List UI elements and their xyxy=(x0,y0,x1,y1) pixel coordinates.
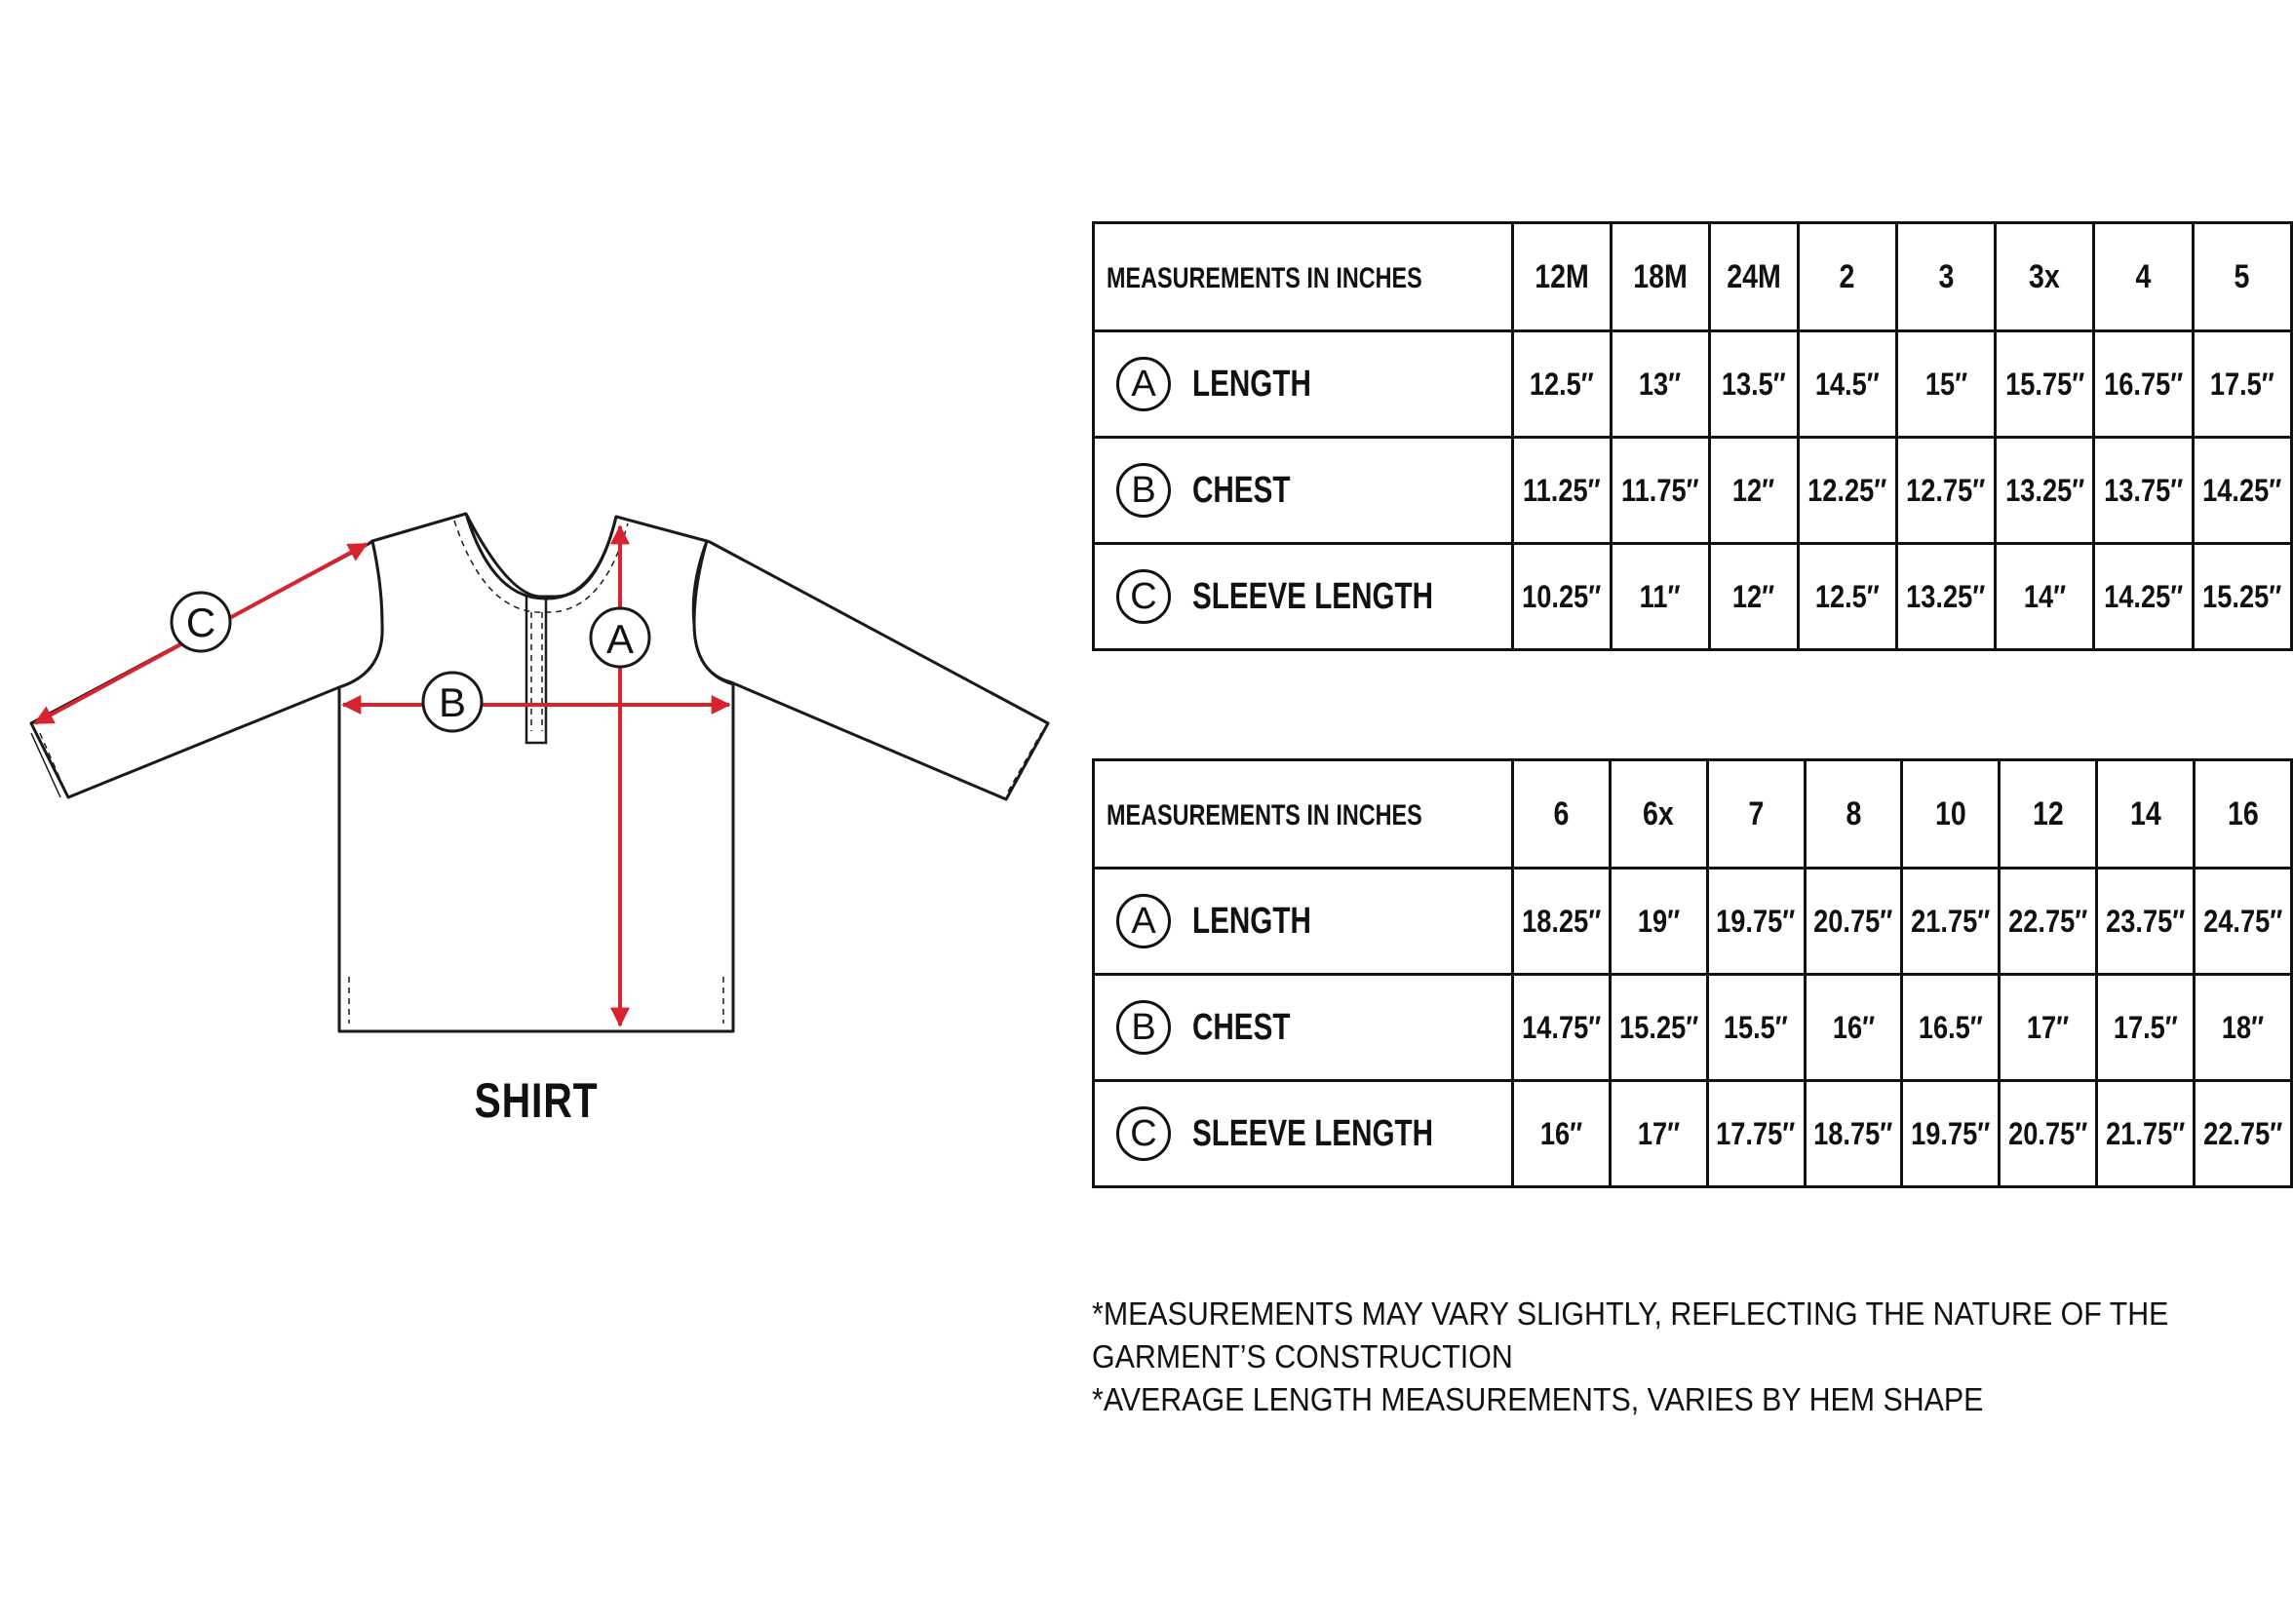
size-header: 4 xyxy=(2094,223,2193,331)
table-row-length xyxy=(1094,869,2292,975)
footnote-line: *MEASUREMENTS MAY VARY SLIGHTLY, REFLECTING THE NATURE OF THE xyxy=(1092,1295,2169,1332)
value-cell: 17.5″ xyxy=(2193,331,2291,438)
table-header-row xyxy=(1094,223,2292,331)
value-cell: 14″ xyxy=(1996,544,2094,650)
row-label-cell xyxy=(1094,975,1513,1081)
value-cell: 21.75″ xyxy=(1902,869,2000,975)
shirt-outline xyxy=(31,514,1048,1031)
marker-c-letter: C xyxy=(185,599,216,645)
value-cell: 16″ xyxy=(1805,975,1902,1081)
value-cell: 13.75″ xyxy=(2094,438,2193,544)
value-cell: 12.5″ xyxy=(1513,331,1612,438)
marker-a-letter: A xyxy=(605,616,635,662)
row-label-length: LENGTH xyxy=(1192,363,1311,405)
size-header: 12 xyxy=(2000,760,2097,869)
value-cell: 17″ xyxy=(1610,1081,1707,1187)
value-cell: 12″ xyxy=(1709,438,1798,544)
value-cell: 11″ xyxy=(1612,544,1709,650)
size-header: 16 xyxy=(2195,760,2292,869)
table-header-row xyxy=(1094,760,2292,869)
value-cell: 11.25″ xyxy=(1513,438,1612,544)
value-cell: 19.75″ xyxy=(1902,1081,2000,1187)
value-cell: 14.25″ xyxy=(2193,438,2291,544)
size-header: 6 xyxy=(1513,760,1611,869)
value-cell: 16″ xyxy=(1513,1081,1611,1187)
letter-a-circle: A xyxy=(1116,357,1171,411)
size-table-kids xyxy=(1092,758,2293,1188)
value-cell: 12.25″ xyxy=(1798,438,1896,544)
letter-b-circle: B xyxy=(1116,463,1171,518)
value-cell: 13.25″ xyxy=(1996,438,2094,544)
value-cell: 15.75″ xyxy=(1996,331,2094,438)
letter-c-circle: C xyxy=(1116,569,1171,624)
value-cell: 18″ xyxy=(2195,975,2292,1081)
right-sleeve xyxy=(694,541,1048,799)
value-cell: 10.25″ xyxy=(1513,544,1612,650)
row-label-cell xyxy=(1094,331,1513,438)
value-cell: 15.25″ xyxy=(1610,975,1707,1081)
table-row-chest xyxy=(1094,975,2292,1081)
row-label-chest: CHEST xyxy=(1192,469,1291,511)
letter-b-circle: B xyxy=(1116,1000,1171,1055)
marker-a xyxy=(591,608,649,667)
table-row-sleeve-length xyxy=(1094,544,2292,650)
row-label-length: LENGTH xyxy=(1192,900,1311,942)
value-cell: 16.75″ xyxy=(2094,331,2193,438)
value-cell: 13″ xyxy=(1612,331,1709,438)
size-header: 10 xyxy=(1902,760,2000,869)
row-label-sleeve-length: SLEEVE LENGTH xyxy=(1192,575,1434,617)
row-label-cell xyxy=(1094,869,1513,975)
row-label-sleeve-length: SLEEVE LENGTH xyxy=(1192,1112,1434,1154)
row-label-cell xyxy=(1094,1081,1513,1187)
shirt-diagram xyxy=(0,0,1072,1624)
footnote-line: GARMENT’S CONSTRUCTION xyxy=(1092,1338,1513,1374)
marker-b-letter: B xyxy=(438,679,467,725)
value-cell: 23.75″ xyxy=(2097,869,2195,975)
letter-a-circle: A xyxy=(1116,894,1171,948)
value-cell: 19.75″ xyxy=(1707,869,1805,975)
value-cell: 12.75″ xyxy=(1896,438,1995,544)
table-row-chest xyxy=(1094,438,2292,544)
table-row-sleeve-length xyxy=(1094,1081,2292,1187)
value-cell: 14.75″ xyxy=(1513,975,1611,1081)
value-cell: 22.75″ xyxy=(2000,869,2097,975)
size-header: 2 xyxy=(1798,223,1896,331)
shirt-title: SHIRT xyxy=(474,1073,599,1128)
value-cell: 24.75″ xyxy=(2195,869,2292,975)
size-header: 6x xyxy=(1610,760,1707,869)
value-cell: 20.75″ xyxy=(2000,1081,2097,1187)
table-row-length xyxy=(1094,331,2292,438)
table-header-label: MEASUREMENTS IN INCHES xyxy=(1094,760,1513,869)
value-cell: 12″ xyxy=(1709,544,1798,650)
value-cell: 18.25″ xyxy=(1513,869,1611,975)
letter-c-circle: C xyxy=(1116,1106,1171,1161)
size-header: 5 xyxy=(2193,223,2291,331)
value-cell: 19″ xyxy=(1610,869,1707,975)
footnote-line: *AVERAGE LENGTH MEASUREMENTS, VARIES BY HEM SHAPE xyxy=(1092,1381,1984,1417)
value-cell: 20.75″ xyxy=(1805,869,1902,975)
shirt-body xyxy=(339,514,733,1031)
table-header-label: MEASUREMENTS IN INCHES xyxy=(1094,223,1513,331)
value-cell: 17″ xyxy=(2000,975,2097,1081)
size-table-toddler xyxy=(1092,221,2293,651)
size-header: 14 xyxy=(2097,760,2195,869)
value-cell: 18.75″ xyxy=(1805,1081,1902,1187)
footnotes xyxy=(1092,1293,2213,1421)
value-cell: 15″ xyxy=(1896,331,1995,438)
size-header: 8 xyxy=(1805,760,1902,869)
marker-c xyxy=(172,593,230,651)
row-label-cell xyxy=(1094,438,1513,544)
value-cell: 16.5″ xyxy=(1902,975,2000,1081)
size-header: 12M xyxy=(1513,223,1612,331)
size-header: 24M xyxy=(1709,223,1798,331)
row-label-chest: CHEST xyxy=(1192,1006,1291,1048)
value-cell: 14.5″ xyxy=(1798,331,1896,438)
size-header: 3x xyxy=(1996,223,2094,331)
left-sleeve xyxy=(31,541,382,797)
value-cell: 17.5″ xyxy=(2097,975,2195,1081)
value-cell: 17.75″ xyxy=(1707,1081,1805,1187)
value-cell: 22.75″ xyxy=(2195,1081,2292,1187)
value-cell: 11.75″ xyxy=(1612,438,1709,544)
value-cell: 13.5″ xyxy=(1709,331,1798,438)
value-cell: 15.5″ xyxy=(1707,975,1805,1081)
marker-b xyxy=(423,673,482,731)
value-cell: 12.5″ xyxy=(1798,544,1896,650)
value-cell: 21.75″ xyxy=(2097,1081,2195,1187)
size-header: 7 xyxy=(1707,760,1805,869)
size-header: 3 xyxy=(1896,223,1995,331)
size-header: 18M xyxy=(1612,223,1709,331)
value-cell: 13.25″ xyxy=(1896,544,1995,650)
row-label-cell xyxy=(1094,544,1513,650)
value-cell: 15.25″ xyxy=(2193,544,2291,650)
value-cell: 14.25″ xyxy=(2094,544,2193,650)
